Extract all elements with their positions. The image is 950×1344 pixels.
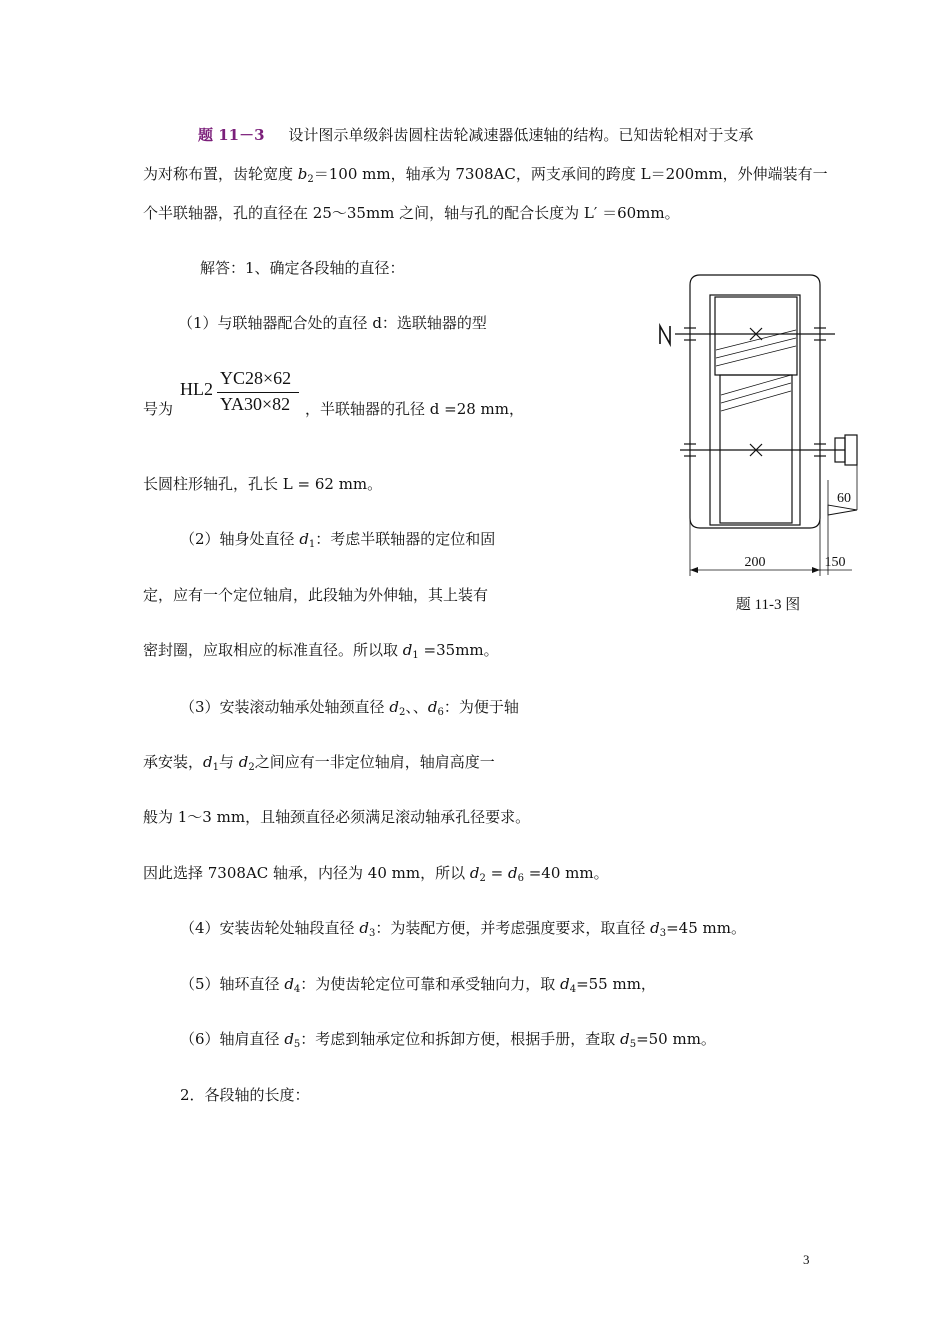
para-1-prefix: 号为	[143, 400, 174, 418]
page-number: 3	[803, 1252, 810, 1267]
problem-line-1	[198, 125, 753, 145]
coupling-numerator: YC28×62	[220, 368, 292, 388]
helix-lines	[716, 330, 796, 411]
gear-reducer-figure	[640, 270, 880, 620]
arrow-60	[828, 505, 857, 515]
problem-line-2: 为对称布置，齿轮宽度 $b_2=100$ mm，轴承为 7308AC，两支承间的跨度 L＝200mm，外伸端装有一	[143, 165, 828, 185]
fraction-bar	[217, 392, 299, 393]
para-2-line-3: 密封圈，应取相应的标准直径。所以取 $d_1 =35mm$。	[143, 641, 499, 661]
figure-caption: 题 11-3 图	[735, 597, 801, 613]
para-2-line-2: 定，应有一个定位轴肩，此段轴为外伸轴，其上装有	[143, 586, 489, 604]
para-6: （6）轴肩直径 $d_5$：考虑到轴承定位和拆卸方便，根据手册，查取 $d_5=50$ mm。	[180, 1030, 716, 1050]
para-1-line-3: 长圆柱形轴孔，孔长 L = 62 mm。	[143, 475, 383, 493]
para-3-line-4: 因此选择 7308AC 轴承，内径为 40 mm，所以 $d_2 = d_6 =40$ mm。	[143, 864, 609, 884]
para-3-line-3: 般为 1～3 mm，且轴颈直径必须满足滚动轴承孔径要求。	[143, 808, 531, 826]
answer-heading: 解答：1、确定各段轴的直径：	[200, 259, 405, 277]
coupling-flange	[845, 435, 857, 465]
gear-block	[720, 375, 792, 523]
problem-line-3: 个半联轴器，孔的直径在 25～35mm 之间，轴与孔的配合长度为 L′ ＝60mm。	[143, 204, 680, 222]
dim-200-label: 200	[744, 555, 766, 570]
para-3-line-2: 承安装，$d_1$与 $d_2$之间应有一非定位轴肩，轴肩高度一	[143, 753, 495, 773]
coupling-model: HL2	[180, 379, 213, 399]
n-symbol	[660, 326, 670, 344]
coupling-denominator: YA30×82	[220, 394, 291, 414]
bearing-marks	[684, 328, 826, 456]
para-4: （4）安装齿轮处轴段直径 $d_3$：为装配方便，并考虑强度要求，取直径 $d_3=45$ mm。	[180, 919, 746, 939]
problem-title: 题 11－3	[198, 126, 265, 144]
dim-150-label: 150	[824, 555, 846, 570]
para-1-suffix: ，半联轴器的孔径 d =28 mm，	[305, 400, 525, 418]
dim-60-label: 60	[837, 491, 851, 506]
para-2-line-1: （2）轴身处直径 $d_1$：考虑半联轴器的定位和固	[180, 530, 496, 550]
para-3-line-1: （3）安装滚动轴承处轴颈直径 $d_2$、、$d_6$：为便于轴	[180, 698, 519, 718]
section-2-heading: 2．各段轴的长度：	[180, 1086, 310, 1104]
problem-text: 设计图示单级斜齿圆柱齿轮减速器低速轴的结构。已知齿轮相对于支承	[288, 126, 754, 144]
para-1-line-1: （1）与联轴器配合处的直径 d：选联轴器的型	[178, 314, 487, 332]
para-5: （5）轴环直径 $d_4$：为使齿轮定位可靠和承受轴向力，取 $d_4=55$ mm，	[180, 975, 656, 995]
